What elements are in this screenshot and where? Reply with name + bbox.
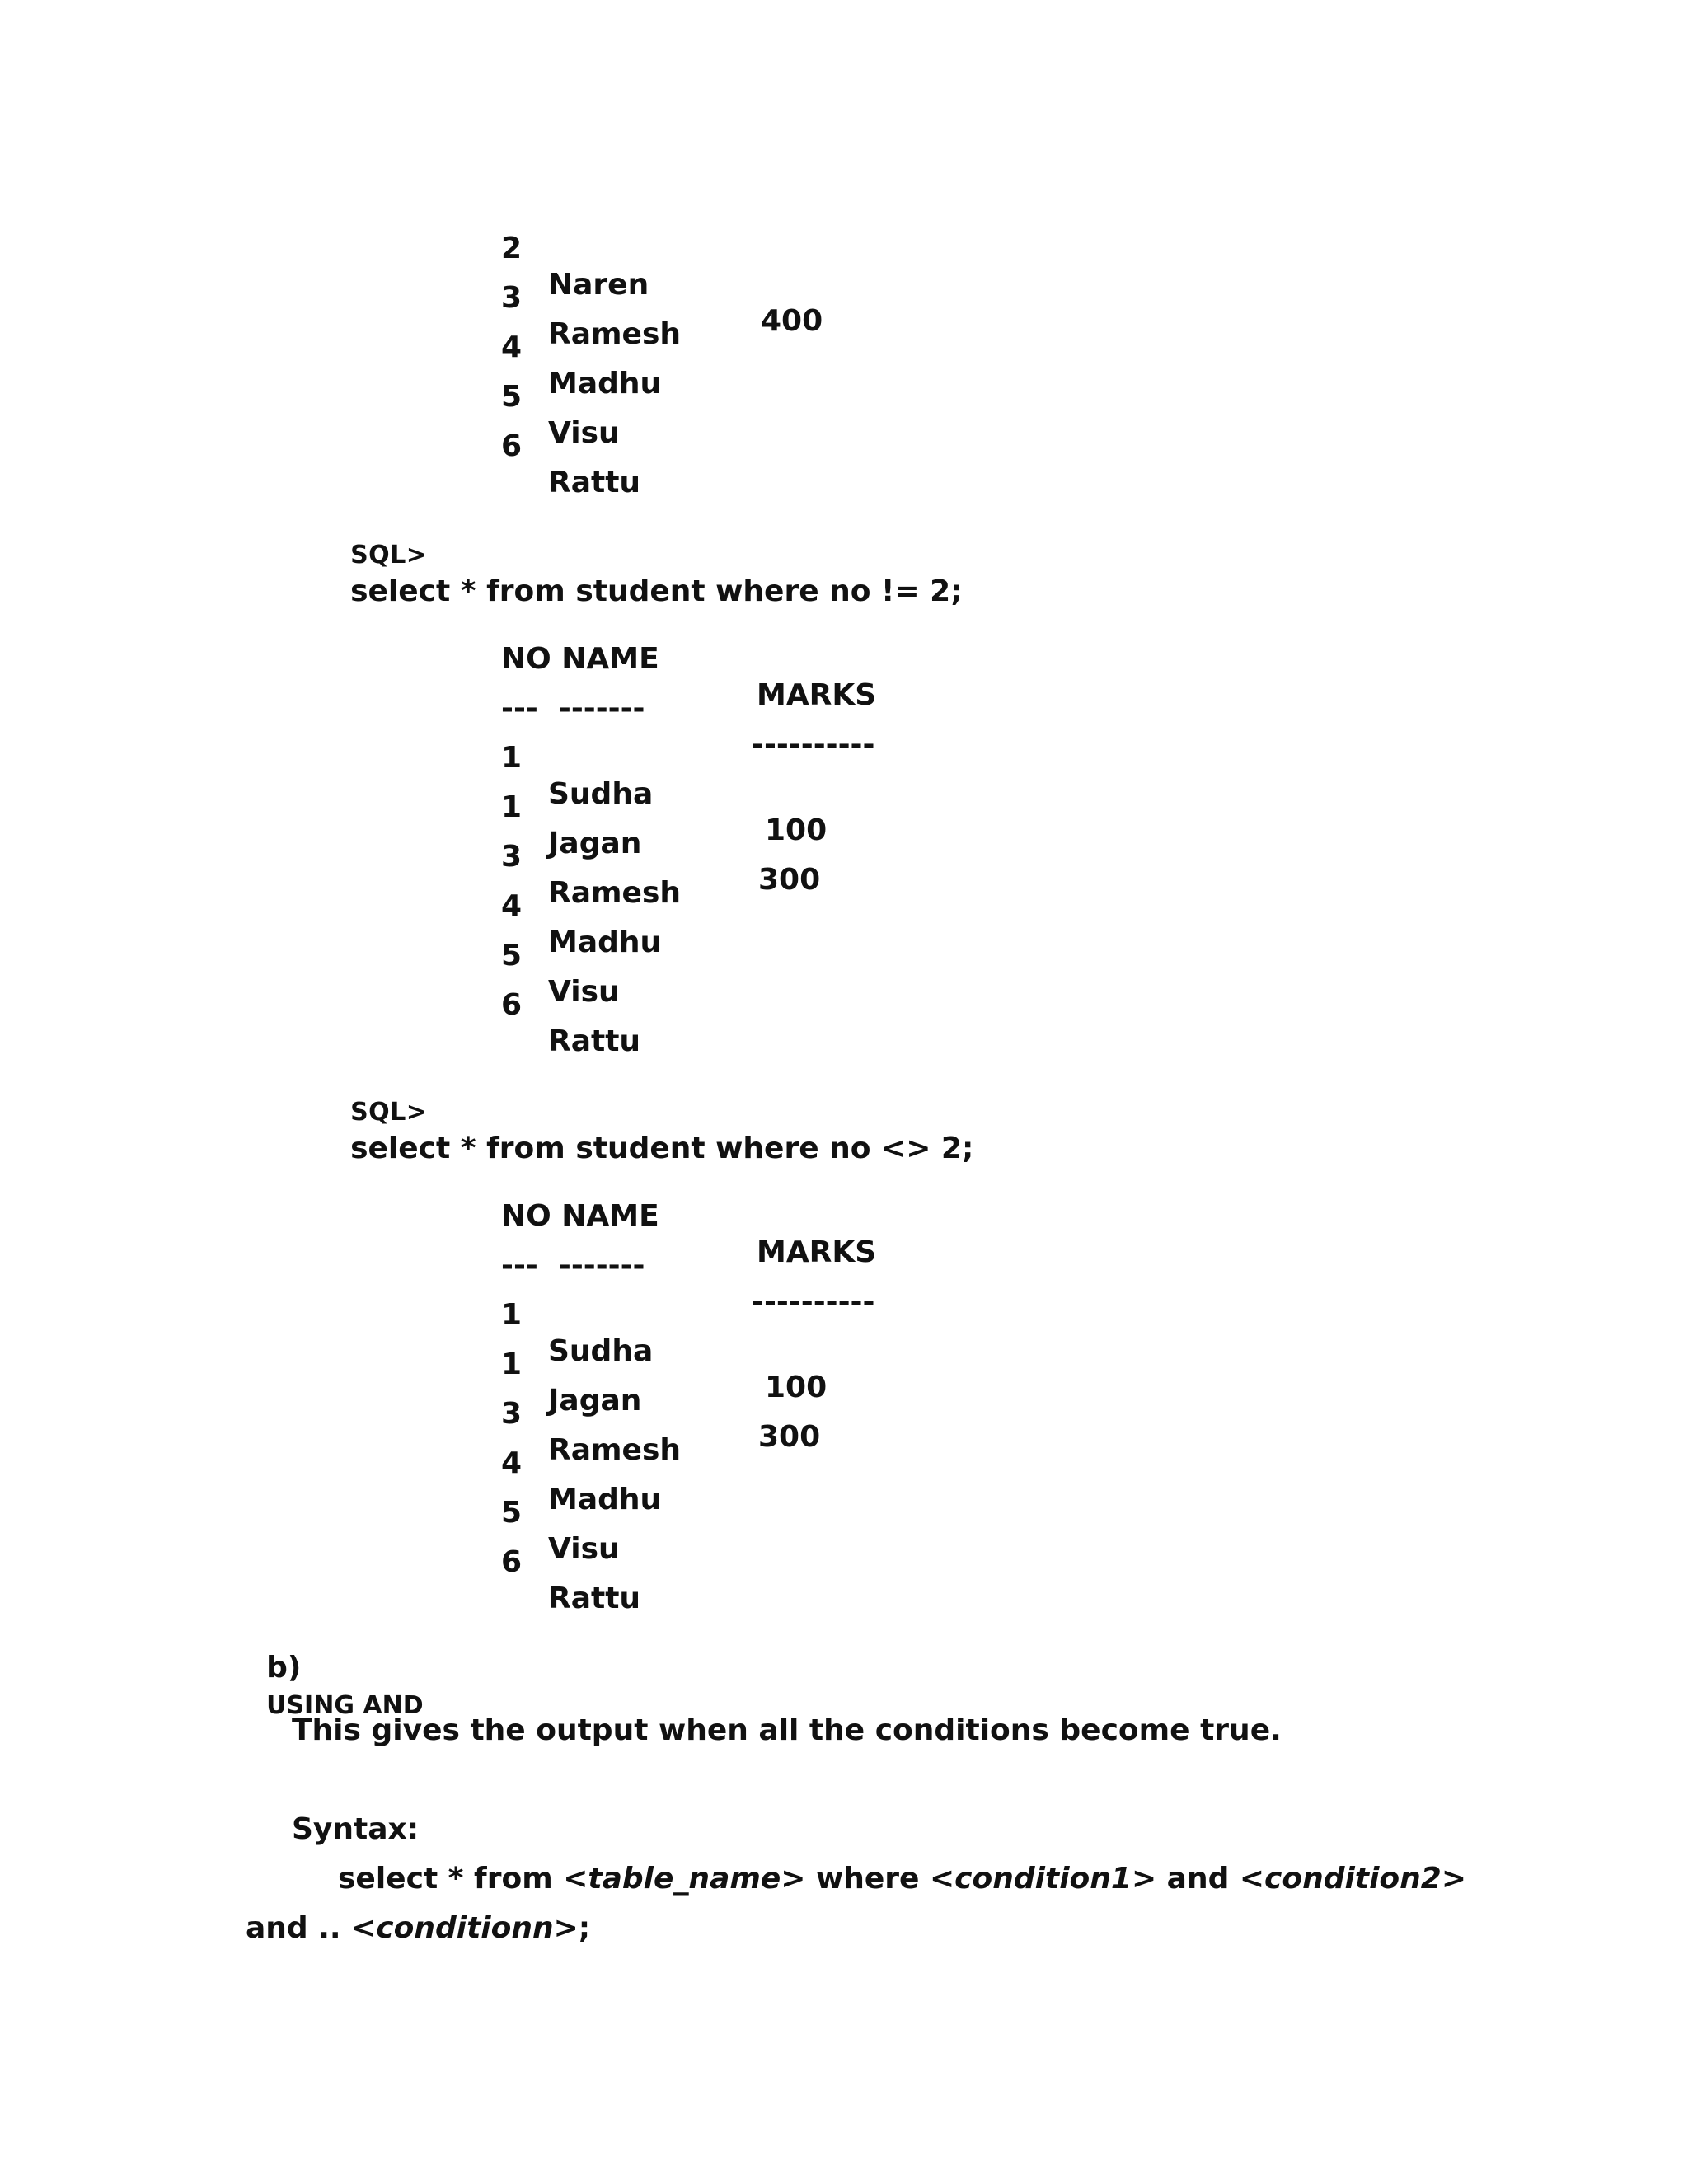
row-marks: 100 — [765, 813, 828, 847]
syntax-label: Syntax: — [292, 1812, 420, 1846]
row-name: Madhu — [548, 367, 662, 401]
row-name: Sudha — [548, 777, 654, 811]
header-marks: MARKS — [757, 1235, 877, 1269]
row-name: Madhu — [548, 926, 662, 959]
row-name: Rattu — [548, 1024, 641, 1058]
syntax-text: and .. < — [246, 1911, 377, 1945]
syntax-placeholder: condition2 — [1264, 1862, 1442, 1896]
sql-prompt: SQL> — [350, 1098, 428, 1127]
syntax-text: > — [1441, 1862, 1466, 1896]
section-heading — [246, 1614, 424, 1724]
row-marks: 100 — [765, 1371, 828, 1404]
row-no: 1 — [501, 790, 523, 824]
section-description: This gives the output when all the conditions become true. — [292, 1713, 1282, 1747]
row-no: 6 — [501, 988, 523, 1022]
sql-statement: select * from student where no != 2; — [350, 574, 963, 608]
row-name: Madhu — [548, 1483, 662, 1516]
row-marks: 300 — [758, 863, 821, 897]
header-no-name: NO NAME — [501, 642, 659, 676]
row-name: Ramesh — [548, 876, 681, 910]
syntax-text: > where < — [781, 1862, 955, 1896]
row-no: 6 — [501, 1545, 523, 1579]
syntax-placeholder: table_name — [588, 1862, 781, 1896]
row-name: Jagan — [548, 1384, 642, 1418]
row-name: Sudha — [548, 1334, 654, 1368]
syntax-text: select * from < — [338, 1862, 588, 1896]
row-no: 5 — [501, 1496, 523, 1530]
sql-statement: select * from student where no <> 2; — [350, 1132, 974, 1165]
row-no: 2 — [501, 232, 523, 265]
row-no: 1 — [501, 741, 523, 775]
row-no: 5 — [501, 380, 523, 414]
sql-query-line — [330, 1057, 973, 1167]
row-no: 5 — [501, 939, 523, 972]
section-title: USING AND — [266, 1691, 424, 1720]
row-name: Ramesh — [548, 1433, 681, 1467]
header-marks: MARKS — [757, 678, 877, 712]
syntax-placeholder: condition1 — [954, 1862, 1132, 1896]
row-name: Ramesh — [548, 317, 681, 351]
row-name: Naren — [548, 268, 649, 302]
row-marks: 400 — [761, 304, 823, 338]
row-no: 1 — [501, 1347, 523, 1381]
sql-prompt: SQL> — [350, 541, 428, 569]
section-label: b) — [266, 1651, 302, 1685]
syntax-text: >; — [553, 1911, 591, 1945]
sql-query-line — [330, 499, 963, 610]
separator-right: ---------- — [752, 728, 875, 762]
row-no: 3 — [501, 1397, 523, 1431]
row-no: 4 — [501, 330, 523, 364]
row-no: 4 — [501, 889, 523, 923]
row-name: Visu — [548, 1532, 620, 1566]
row-name: Visu — [548, 416, 620, 450]
syntax-line-2 — [246, 1910, 590, 1947]
row-no: 1 — [501, 1298, 523, 1332]
row-no: 3 — [501, 281, 523, 315]
row-name: Visu — [548, 975, 620, 1009]
row-name: Jagan — [548, 827, 642, 860]
header-no-name: NO NAME — [501, 1199, 659, 1233]
row-no: 6 — [501, 429, 523, 463]
syntax-text: > and < — [1131, 1862, 1265, 1896]
row-marks: 300 — [758, 1420, 821, 1454]
row-name: Rattu — [548, 466, 641, 499]
separator-left: --- ------- — [501, 1249, 645, 1282]
row-name: Rattu — [548, 1582, 641, 1615]
row-no: 3 — [501, 840, 523, 874]
separator-left: --- ------- — [501, 691, 645, 725]
row-no: 4 — [501, 1446, 523, 1480]
separator-right: ---------- — [752, 1285, 875, 1319]
syntax-placeholder: conditionn — [376, 1911, 554, 1945]
syntax-line-1 — [338, 1861, 1466, 1897]
